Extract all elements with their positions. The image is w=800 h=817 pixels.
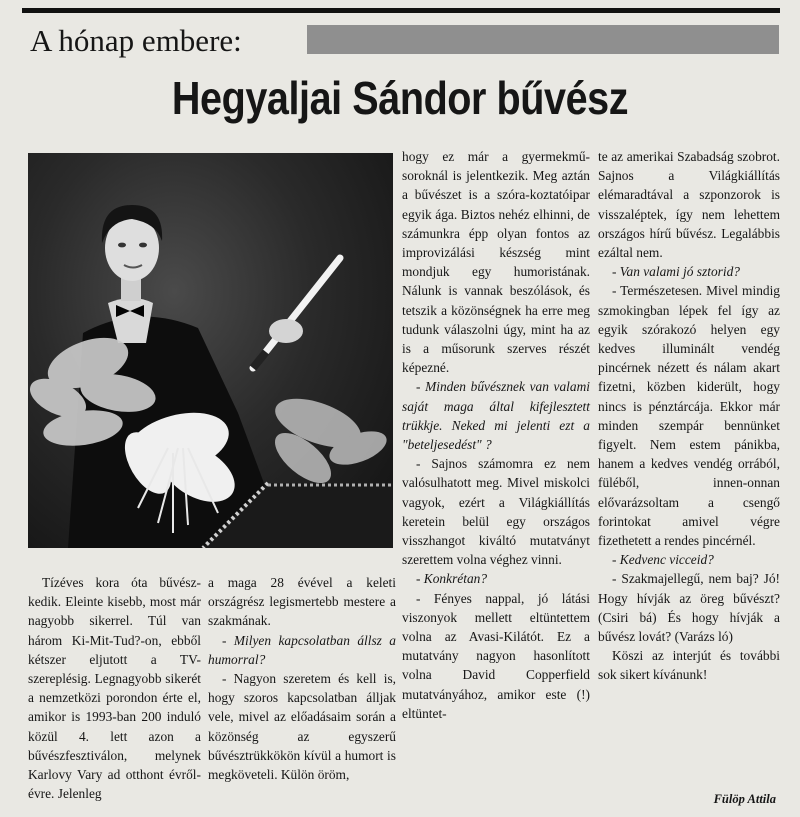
article-column-3 <box>402 147 590 723</box>
byline: Fülöp Attila <box>713 792 776 806</box>
paragraph: - Természetesen. Mivel mindig szmokingban lépek fel így az egyik szórakozó helyen egy kedves illuminált vendég pincérnek nézett és nálam akart fizetni, közben kiderült, hogy nincs is pénztárcája. Ekkor már minden szempár bennünket figyelt. Nem estem pánikba, hanem a kedves vendég orrából, füléből, innen-onnan elővarázsoltam a csengő forintokat amivel végre fizethetett a rendes pincérnél. <box>598 283 780 549</box>
paragraph: hogy ez már a gyermekmű-soroknál is jelentkezik. Meg aztán a bűvészet is a szóra-koztatóipar egyik ága. Biztos nehéz elhinni, de számunkra épp olyan fontos az improvizálási készség mint mondjuk egy humoristának. Nálunk is vannak beszólások, és tetszik a közönségnek ha erre meg tudunk válaszolni úgy, mint ha az is a műsorunk szerves részét képezné. <box>402 149 590 376</box>
magician-illustration <box>28 153 393 548</box>
kicker-row <box>22 20 780 64</box>
top-rule <box>22 8 780 13</box>
kicker-grey-bar <box>307 25 779 54</box>
paragraph: - Sajnos számomra ez nem valósulhatott meg. Mivel miskolci vagyok, ezért a Világkiállítás keretein belül egy országos visszhangot kiváltó mutatványt szerettem volna véghez vinni. <box>402 456 590 568</box>
paragraph: - Nagyon szeretem és kell is, hogy szoros kapcsolatban álljak vele, mivel az előadásaim során a közönség az egyszerű bűvésztrükkökön kívül a humort is megköveteli. Külön öröm, <box>208 671 396 783</box>
interview-question: - Van valami jó sztorid? <box>612 264 740 280</box>
paragraph: - Fényes nappal, jó látási viszonyok mellett eltüntettem volna az Avasi-Kilátót. Ez a mutatvány nagyon hasonlított volna David Copperfield mutatványához, amikor este (!) eltüntet- <box>402 590 590 721</box>
article-column-1 <box>28 573 201 803</box>
interview-question: - Kedvenc vicceid? <box>612 552 714 568</box>
magician-photo <box>28 153 393 548</box>
article-column-4 <box>598 147 780 685</box>
interview-question: - Milyen kapcsolatban állsz a humorral? <box>208 632 396 667</box>
paragraph: - Szakmajellegű, nem baj? Jó! Hogy hívják az öreg bűvészt? (Csiri bá) És hogy hívják a bűvész lovát? (Varázs ló) <box>598 571 780 645</box>
kicker-title: A hónap embere: <box>30 23 242 58</box>
interview-question: - Minden bűvésznek van valami saját maga által kifejlesztett trükkje. Neked mi jelenti ezt a "beteljesedést" ? <box>402 379 590 453</box>
paragraph: Köszi az interjút és további sok sikert kívánunk! <box>598 648 780 683</box>
interview-question: - Konkrétan? <box>416 571 488 587</box>
paragraph: te az amerikai Szabadság szobrot. Sajnos a Világkiállítás elémaradtával a szponzorok is visszaléptek, így nem lehettem országos hírű bűvész. Legalábbis ezáltal nem. <box>598 149 780 261</box>
article-column-2 <box>208 573 396 784</box>
headline: Hegyaljai Sándor bűvész <box>171 72 629 124</box>
paragraph: a maga 28 évével a keleti országrész legismertebb mestere a szakmának. <box>208 575 396 629</box>
paragraph: Tízéves kora óta bűvész-kedik. Eleinte kisebb, most már nagyobb sikerrel. Túl van három Ki-Mit-Tud?-on, ebből kétszer eljutott a TV-szereplésig. Legnagyobb sikerét a nemzetközi porondon érte el, amikor is 1993-ban 200 induló közül 4. lett azon a bűvészfesztiválon, melynek Karlovy Vary ad otthont évről-évre. Jelenleg <box>28 575 201 802</box>
